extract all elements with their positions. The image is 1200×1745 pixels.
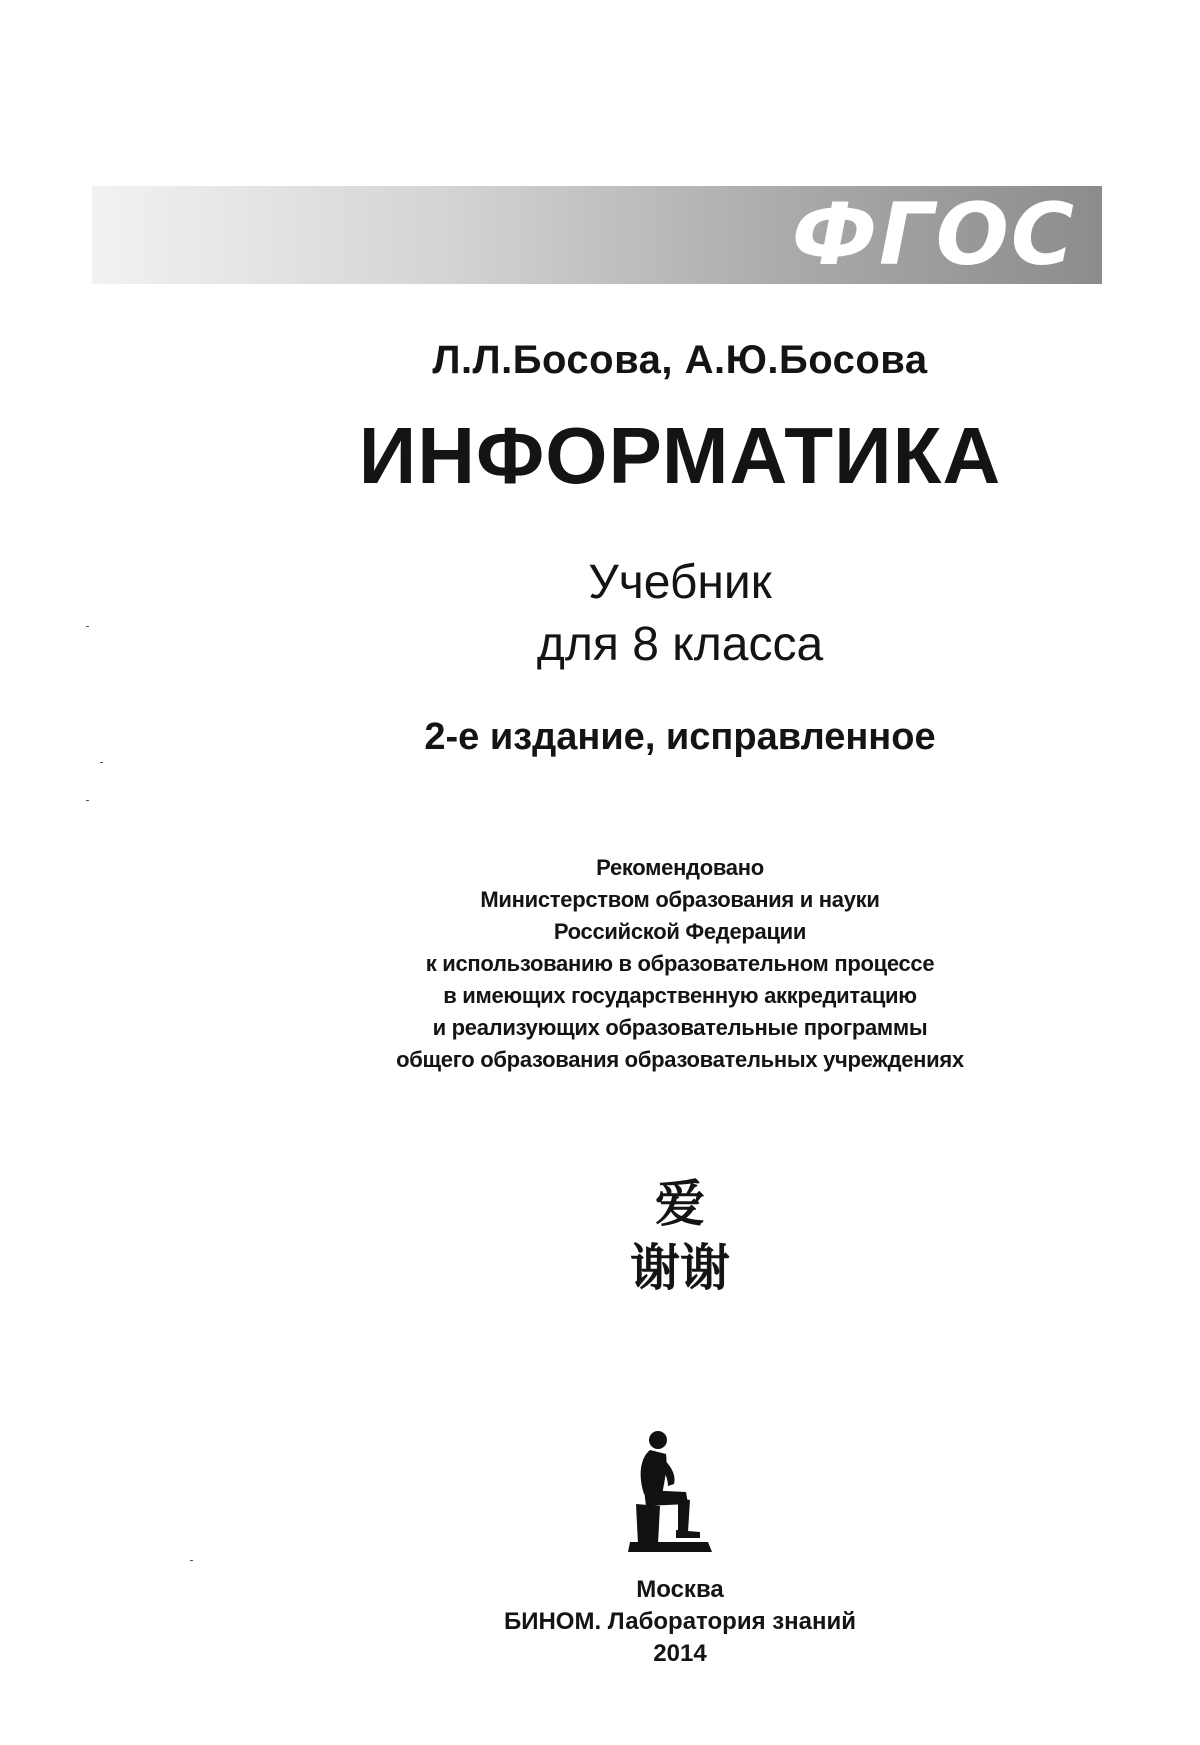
recommendation-line: в имеющих государственную аккредитацию [443,983,917,1008]
book-title: ИНФОРМАТИКА [358,411,1002,500]
book-edition: 2-е издание, исправленное [424,716,936,758]
cjk-inscription [300,1172,1060,1300]
publisher-city: Москва [636,1576,724,1603]
recommendation-line: Министерством образования и науки [480,887,880,912]
cjk-line-2: 谢谢 [630,1238,730,1297]
recommendation-line: Российской Федерации [553,919,807,944]
recommendation-line: общего образования образовательных учреждениях [396,1047,964,1072]
scan-speck [86,626,89,627]
subtitle-line-1: Учебник [588,556,772,609]
publisher-name: БИНОМ. Лаборатория знаний [503,1608,857,1635]
subtitle-line-2: для 8 класса [536,618,824,671]
book-authors: Л.Л.Босова, А.Ю.Босова [432,338,928,382]
publisher-year: 2014 [653,1640,707,1667]
publisher-block [300,1574,1060,1670]
scan-speck [190,1560,193,1561]
scan-speck [86,800,89,801]
cjk-line-1: 爱 [655,1174,705,1233]
recommendation-line: к использованию в образовательном процессе [425,951,935,976]
recommendation-block [300,852,1060,1076]
seated-thinker-icon [628,1428,714,1554]
book-subtitle [300,552,1060,676]
recommendation-line: и реализующих образовательные программы [432,1015,928,1040]
recommendation-line: Рекомендовано [596,855,764,880]
fgos-label: ФГОС [791,185,1076,285]
fgos-banner [92,186,1102,284]
scan-speck [100,762,103,763]
